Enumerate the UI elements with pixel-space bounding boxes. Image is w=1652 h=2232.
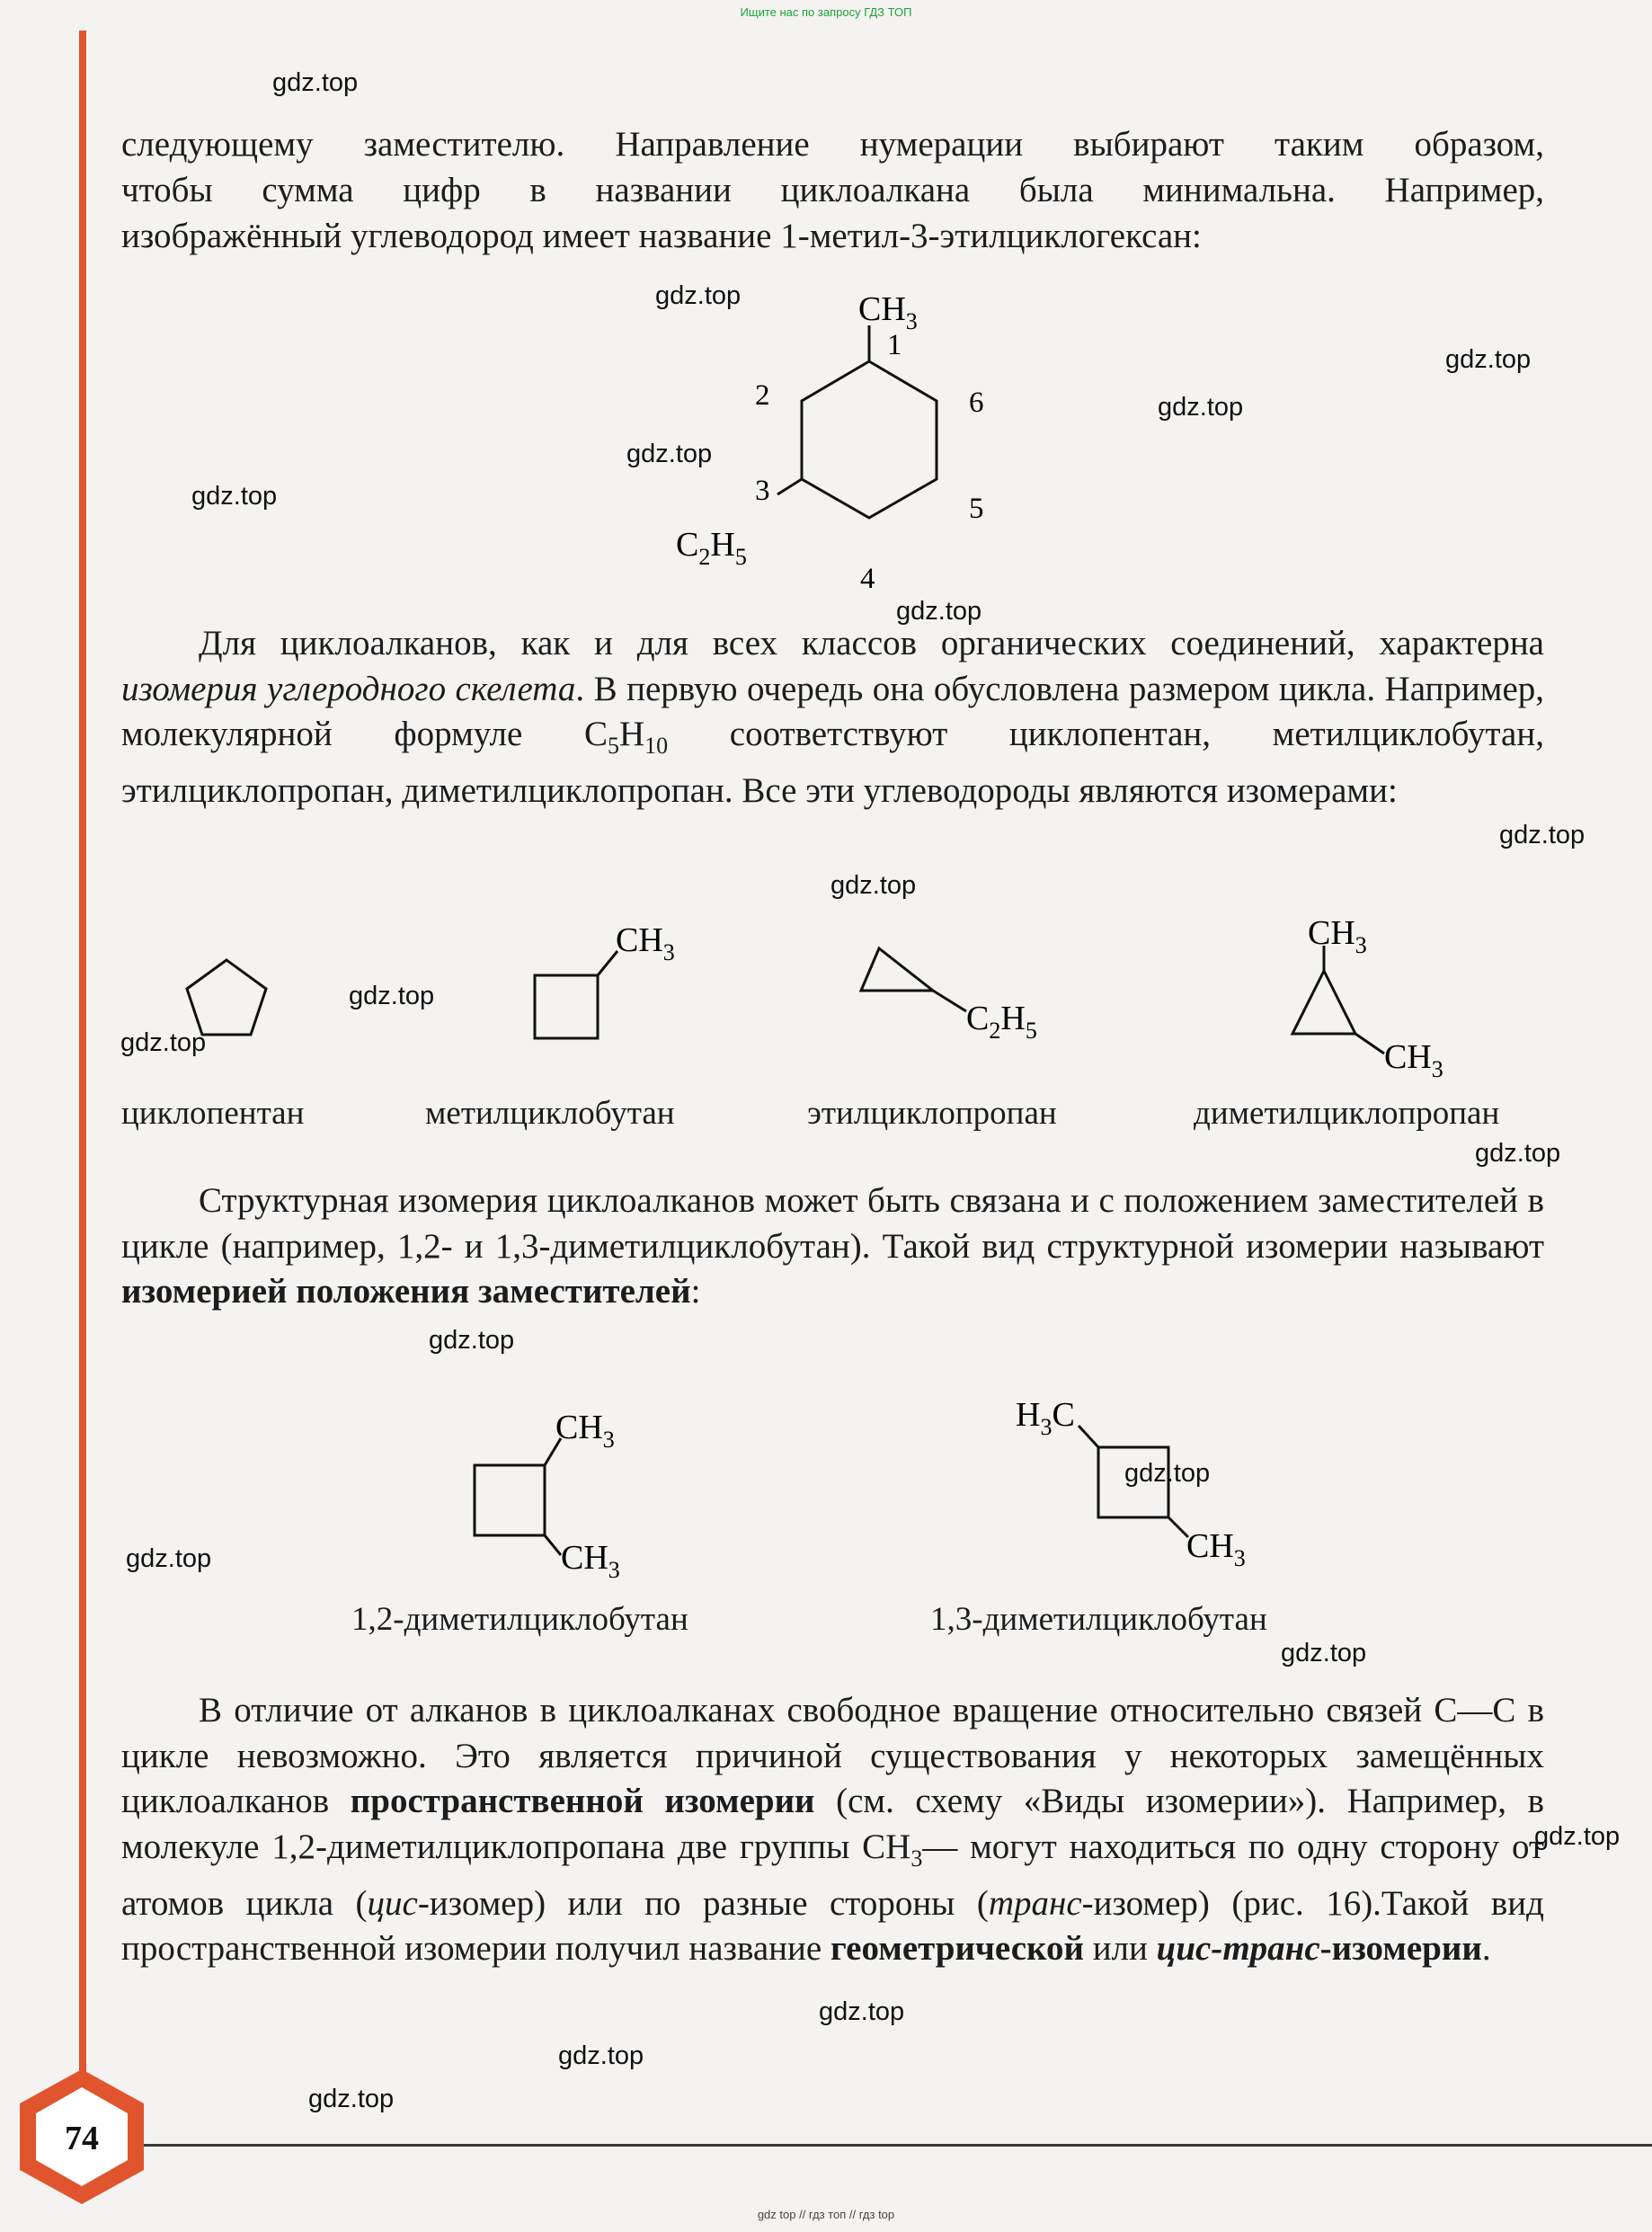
caption-1-2-dimethylcyclobutane: 1,2-диметилциклобутан bbox=[351, 1601, 688, 1638]
watermark: gdz.top bbox=[830, 871, 917, 900]
cyclopropane-ring bbox=[861, 948, 933, 991]
watermark: gdz.top bbox=[819, 1997, 905, 2026]
caption-ethylcyclopropane: этилциклопропан bbox=[807, 1095, 1057, 1132]
paragraph-4: В отличие от алканов в циклоалканах свободное вращение относительно связей С—С в цикле невозможно. Это является причиной существования у некоторых замещённых циклоалканов пространственной изомерии (см. схему «Виды изомерии»). Например, в молекуле 1,2-диметилциклопропана две группы $СН_3—$ могут находиться по одну сторону от атомов цикла (цис-изомер) или по разные стороны (транс-изомер) (рис. 16).Такой вид пространственной изомерии получил название геометрической или цис-транс-изомерии. bbox=[121, 1691, 1544, 1969]
ch3-1-3-bottom: $CH_3$ bbox=[1186, 1527, 1246, 1571]
atom-number-3: 3 bbox=[755, 475, 770, 507]
watermark: gdz.top bbox=[1124, 1459, 1211, 1488]
footer-note: gdz top // гдз топ // гдз top bbox=[757, 2208, 895, 2221]
cyclobutane-1-2-ring bbox=[475, 1465, 545, 1535]
atom-number-4: 4 bbox=[860, 563, 875, 595]
atom-number-6: 6 bbox=[969, 387, 984, 419]
cyclohexane-ring bbox=[802, 361, 937, 518]
ethyl-bond bbox=[933, 991, 966, 1011]
paragraph-1-line-1: следующему заместителю. Направление нумерации выбирают таким образом, bbox=[121, 125, 1544, 164]
watermark: gdz.top bbox=[120, 1028, 207, 1057]
bottom-rule bbox=[135, 2144, 1652, 2147]
bond-3 bbox=[1079, 1426, 1098, 1447]
watermark: gdz.top bbox=[191, 482, 278, 511]
dimethylcyclopropane-ch3-bottom: $CH_3$ bbox=[1384, 1038, 1443, 1082]
caption-cyclopentane: циклопентан bbox=[121, 1095, 305, 1132]
ch3-label: $CH_3$ bbox=[858, 290, 918, 334]
atom-number-2: 2 bbox=[755, 379, 770, 412]
cyclohexane-structure bbox=[665, 279, 1043, 611]
ch3-1-2-bottom: $CH_3$ bbox=[561, 1539, 620, 1583]
cyclopentane-ring bbox=[187, 960, 266, 1035]
methyl-bond bbox=[598, 951, 617, 975]
caption-methylcyclobutane: метилциклобутан bbox=[425, 1095, 675, 1132]
methylcyclobutane-ch3: $CH_3$ bbox=[616, 921, 675, 965]
ch3-1-2-top: $CH_3$ bbox=[555, 1409, 615, 1453]
watermark: gdz.top bbox=[1445, 345, 1532, 374]
bottom-methyl-bond bbox=[1355, 1034, 1384, 1054]
dimethylcyclopropane-ring bbox=[1292, 971, 1355, 1034]
watermark: gdz.top bbox=[349, 982, 435, 1010]
watermark: gdz.top bbox=[272, 68, 359, 97]
watermark: gdz.top bbox=[126, 1544, 212, 1573]
c2h5-label: $C_2H_5$ bbox=[676, 526, 747, 570]
watermark: gdz.top bbox=[655, 281, 742, 310]
watermark: gdz.top bbox=[429, 1326, 515, 1355]
page-margin-line bbox=[79, 31, 86, 2098]
page-number-badge bbox=[14, 2064, 149, 2210]
ethylcyclopropane-c2h5: $C_2H_5$ bbox=[966, 1000, 1037, 1044]
caption-dimethylcyclopropane: диметилциклопропан bbox=[1194, 1095, 1500, 1132]
watermark: gdz.top bbox=[1281, 1639, 1367, 1667]
header-note: Ищите нас по запросу ГДЗ ТОП bbox=[740, 5, 912, 19]
watermark: gdz.top bbox=[626, 440, 713, 468]
dimethylcyclopropane-ch3-top: $CH_3$ bbox=[1308, 914, 1367, 958]
paragraph-1-line-3: изображённый углеводород имеет название 1-метил-3-этилциклогексан: bbox=[121, 217, 1202, 255]
bond-4 bbox=[1168, 1517, 1188, 1537]
page-number: 74 bbox=[65, 2120, 99, 2157]
paragraph-1-line-2: чтобы сумма цифр в названии циклоалкана была минимальна. Например, bbox=[121, 171, 1544, 209]
c2h5-bond bbox=[777, 479, 802, 494]
watermark: gdz.top bbox=[1475, 1139, 1561, 1168]
paragraph-2: Для циклоалканов, как и для всех классов органических соединений, характерна изомерия углеродного скелета. В первую очередь она обусловлена размером цикла. Например, молекулярной формуле $C_5H_{10}$ соответствуют циклопентан, метилциклобутан, этилциклопропан, диметилциклопропан. Все эти углеводороды являются изомерами: bbox=[121, 624, 1545, 811]
atom-number-5: 5 bbox=[969, 493, 984, 525]
watermark: gdz.top bbox=[1534, 1822, 1621, 1851]
cyclobutane-ring bbox=[535, 975, 598, 1038]
watermark: gdz.top bbox=[558, 2041, 644, 2070]
bond-2 bbox=[545, 1535, 561, 1555]
atom-number-1: 1 bbox=[887, 329, 902, 361]
watermark: gdz.top bbox=[896, 597, 982, 626]
watermark: gdz.top bbox=[1499, 821, 1585, 849]
watermark: gdz.top bbox=[308, 2085, 395, 2113]
h3c-1-3-top: $H_3C$ bbox=[1016, 1396, 1075, 1440]
caption-1-3-dimethylcyclobutane: 1,3-диметилциклобутан bbox=[930, 1601, 1267, 1638]
watermark: gdz.top bbox=[1158, 393, 1244, 422]
paragraph-3: Структурная изомерия циклоалканов может быть связана и с положением заместителей в цикле (например, 1,2- и 1,3-диметилциклобутан). Такой вид структурной изомерии называют изомерией положения заместителей: bbox=[121, 1181, 1544, 1311]
